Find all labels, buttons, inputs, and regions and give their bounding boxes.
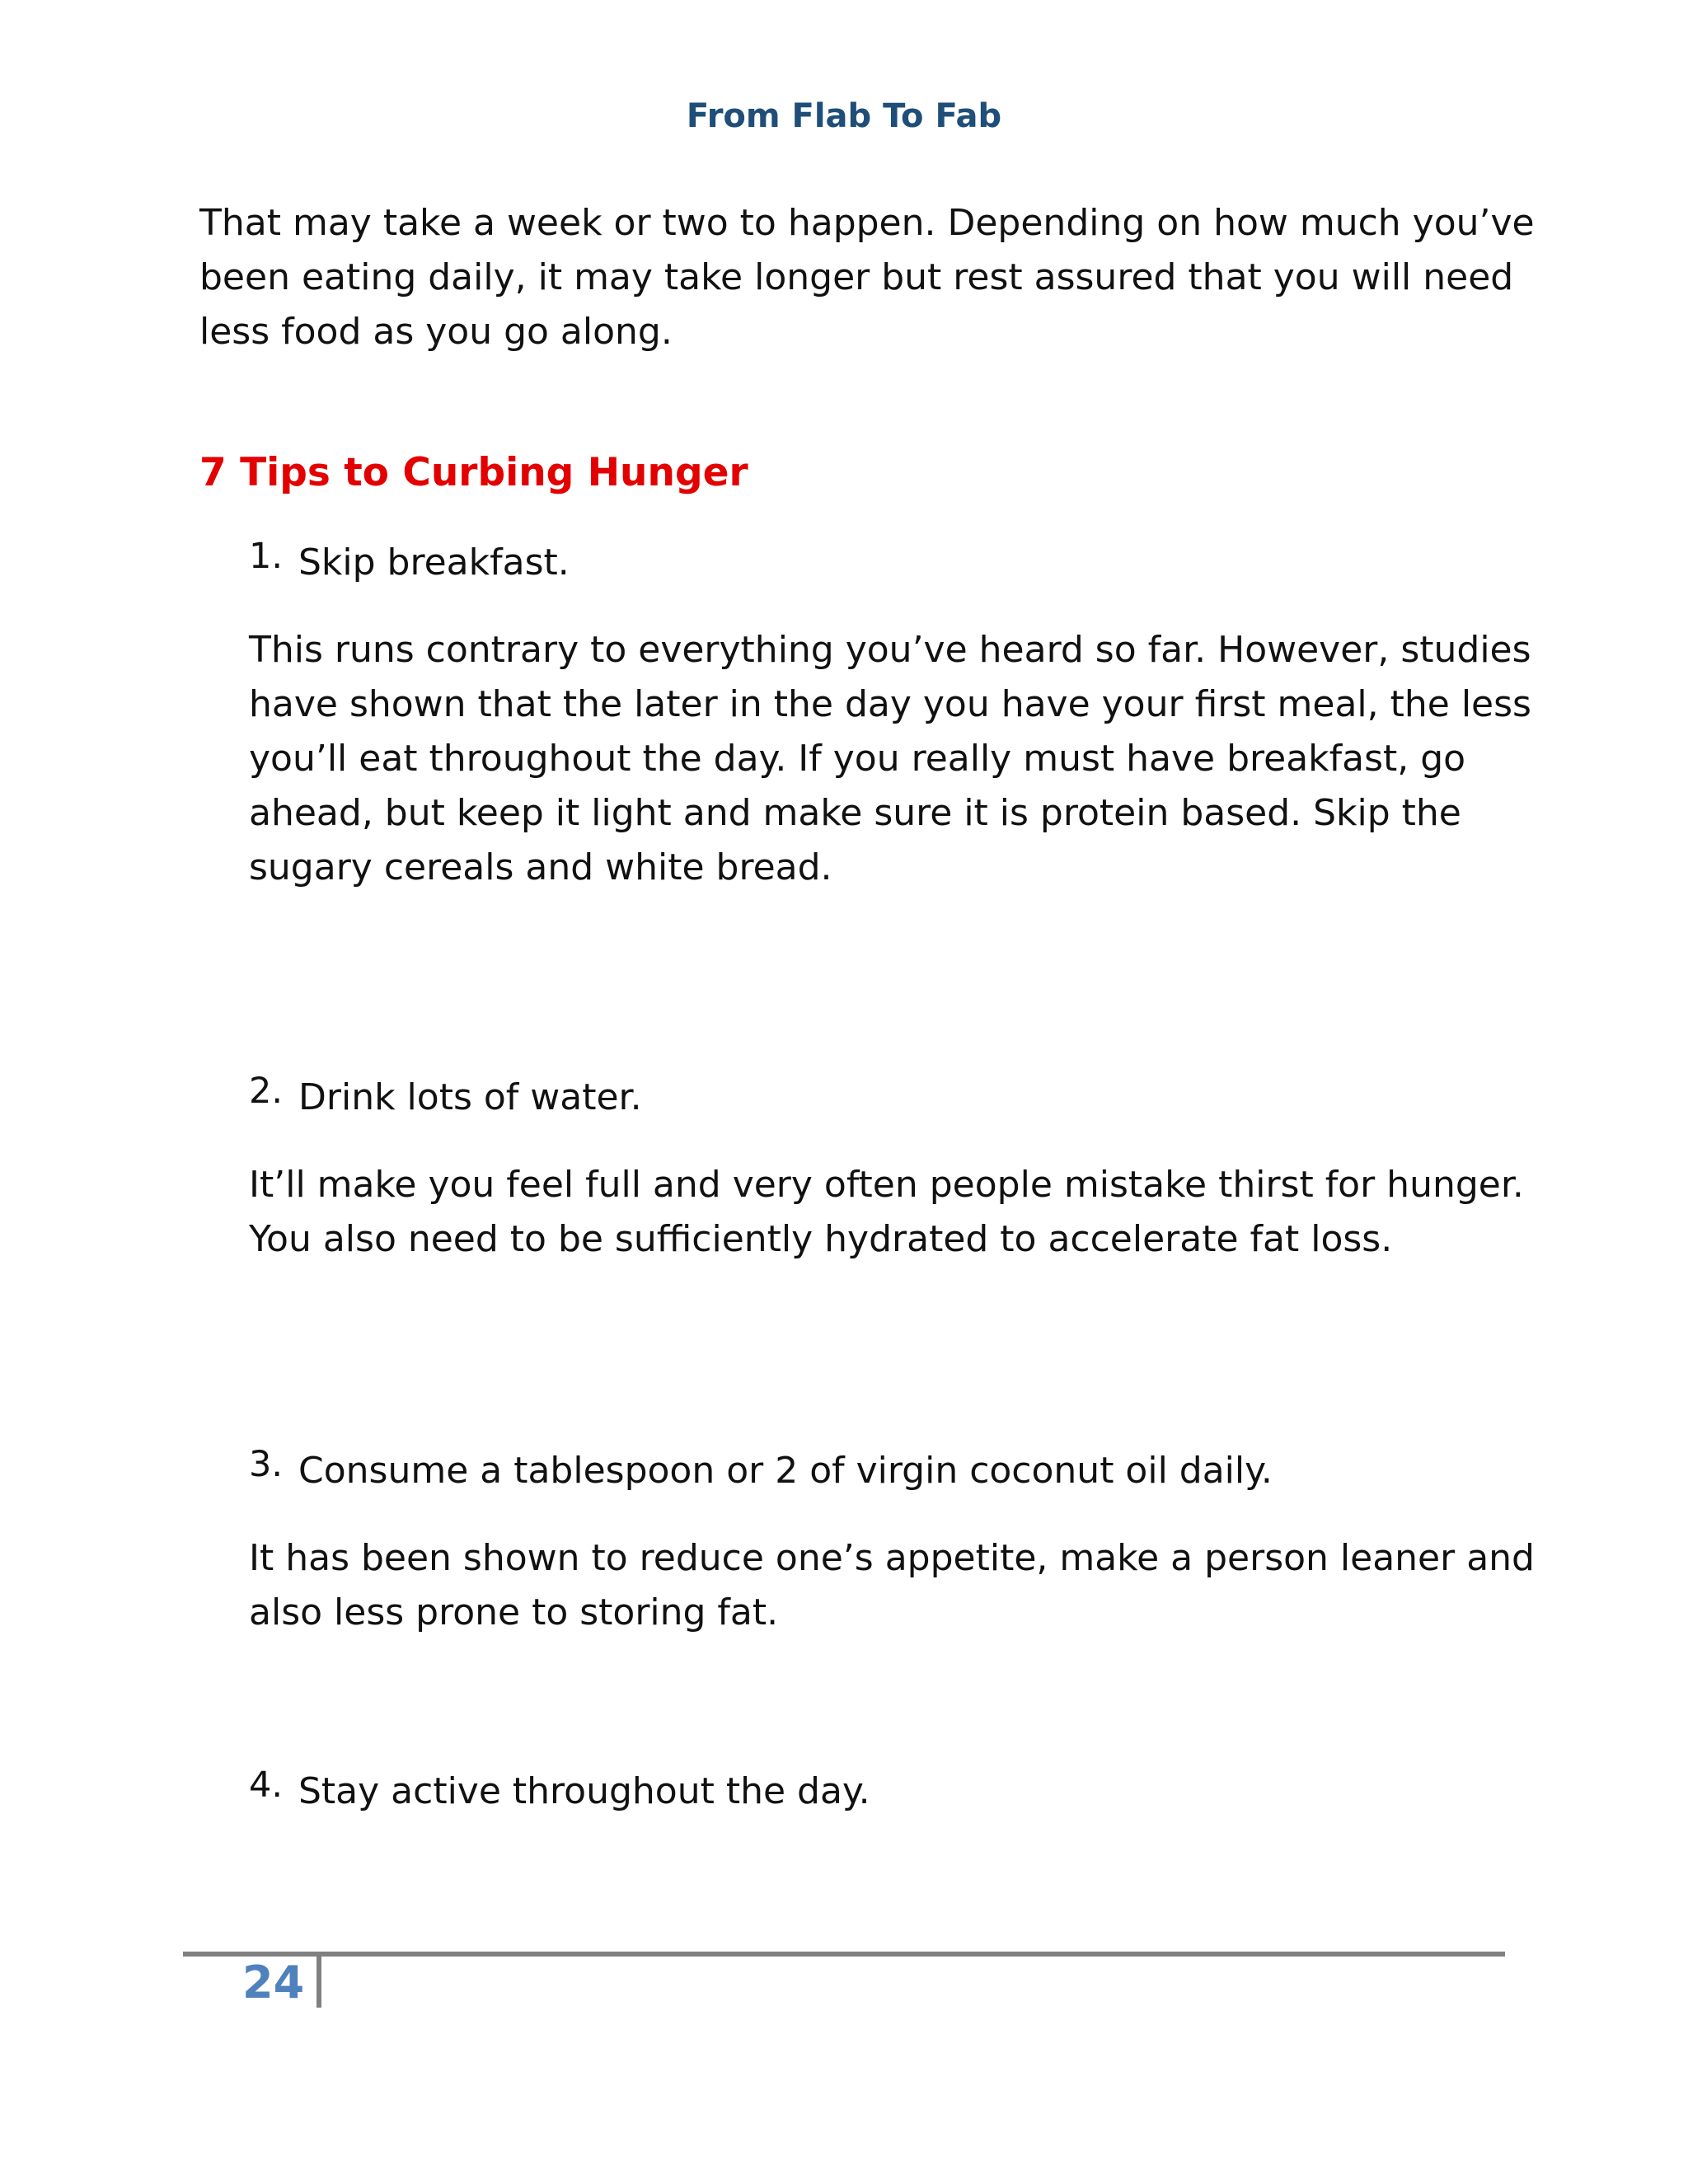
tip-number: 3. xyxy=(249,1444,284,1485)
tip-item-4 xyxy=(249,1765,1535,1819)
tip-number: 4. xyxy=(249,1765,284,1806)
tip-title-text: Skip breakfast. xyxy=(298,541,570,583)
page-number: 24 xyxy=(242,1957,305,2008)
tip-title xyxy=(249,536,1535,590)
tip-title xyxy=(249,1444,1535,1498)
section-heading: 7 Tips to Curbing Hunger xyxy=(199,450,748,495)
tip-description: This runs contrary to everything you’ve heard so far. However, studies have shown that the later in the day you have your first meal, the less you’ll eat throughout the day. If you really must have breakfast, go ahead, but keep it light and make sure it is protein based. Skip the sugary cereals and white bread. xyxy=(249,629,1531,888)
tip-number: 1. xyxy=(249,536,284,577)
running-header-title: From Flab To Fab xyxy=(686,97,1002,135)
tip-item-3 xyxy=(249,1444,1535,1640)
tip-number: 2. xyxy=(249,1071,284,1112)
tip-item-2 xyxy=(249,1071,1535,1267)
tip-title xyxy=(249,1765,1535,1819)
tip-title-text: Drink lots of water. xyxy=(298,1076,642,1118)
intro-paragraph: That may take a week or two to happen. Depending on how much you’ve been eating daily, it may take longer but rest assured that you will need less food as you go along. xyxy=(199,202,1535,353)
tip-title-text: Consume a tablespoon or 2 of virgin coconut oil daily. xyxy=(298,1450,1273,1492)
tip-description: It has been shown to reduce one’s appetite, make a person leaner and also less prone to storing fat. xyxy=(249,1537,1535,1633)
tip-item-1 xyxy=(249,536,1535,895)
page-number-divider xyxy=(316,1957,321,2008)
tip-title xyxy=(249,1071,1535,1125)
tip-description: It’ll make you feel full and very often people mistake thirst for hunger. You also need to be sufficiently hydrated to accelerate fat loss. xyxy=(249,1164,1524,1260)
footer-divider xyxy=(183,1952,1505,1957)
tip-title-text: Stay active throughout the day. xyxy=(298,1770,870,1812)
